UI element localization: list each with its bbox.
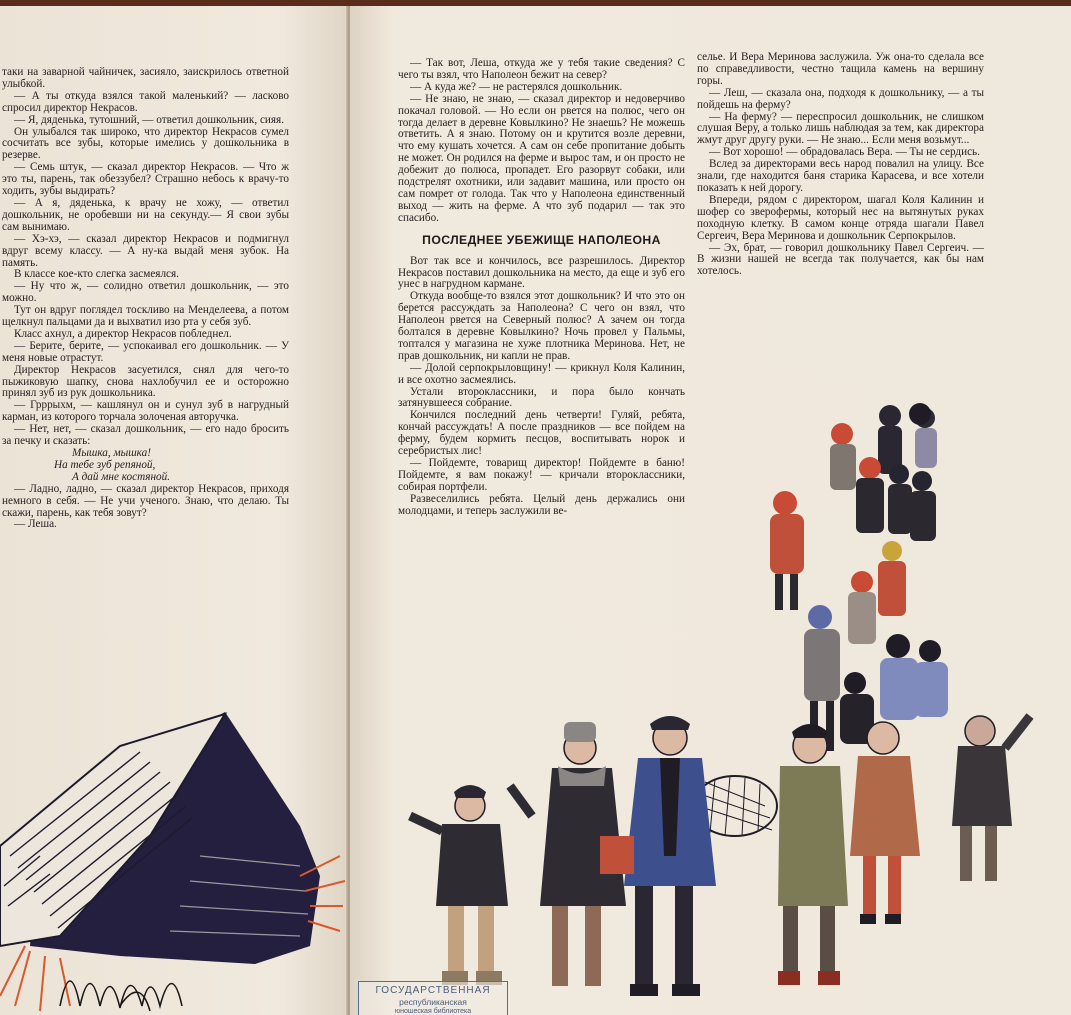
paragraph: — Гррpыхм, — кашлянул он и сунул зуб в нагрудный карман, из которого торчала золоченая авторучка.	[2, 399, 289, 424]
paragraph: — Нет, нет, — сказал дошкольник, — его надо бросить за печку и сказать:	[2, 423, 289, 448]
paragraph: Развеселились ребята. Целый день держались они молодцами, и теперь заслужили ве-	[398, 492, 685, 517]
paragraph: Впереди, рядом с директором, шагал Коля Калинин и шофер со зверофермы, который нес на вытянутых руках походную клетку. В самом конце отряда шагали Павел Сергеич, Вера Меринова и дошкольник Серпокрылов.	[697, 193, 984, 242]
paragraph: таки на заварной чайничек, засияло, заискрилось ответной улыбкой.	[2, 66, 289, 90]
stamp-line-3: юношеская библиотека	[394, 1008, 472, 1015]
paragraph: Вслед за директорами весь народ повалил на улицу. Все знали, где находится баня старика Карасева, и все хотели показать к ней дорогу.	[697, 158, 984, 194]
right-page	[350, 6, 1071, 1015]
left-page	[0, 6, 348, 1015]
paragraph: Вот так все и кончилось, все разрешилось. Директор Некрасов поставил дошкольника на место, да еще и зуб его унес в нагрудном кармане.	[398, 254, 685, 291]
paragraph: Он улыбался так широко, что директор Некрасов сумел сосчитать все зубы, которые имелись у дошкольника в резерве.	[2, 125, 289, 162]
paragraph: Класс ахнул, а директор Некрасов побледнел.	[14, 327, 232, 340]
paragraph: селье. И Вера Меринова заслужила. Уж она-то сделала все по справедливости, честно тащила камень на вершину горы.	[697, 51, 984, 87]
paragraph: В классе кое-кто слегка засмеялся.	[14, 268, 179, 281]
walking-crowd-illustration	[380, 386, 1071, 1015]
paragraph: — Эх, брат, — говорил дошкольнику Павел Сергеич. — В жизни нашей не всегда так получается, как бы нам хотелось.	[697, 241, 984, 278]
book-spread	[0, 6, 1071, 1015]
paragraph: — Долой серпокрыловщину! — крикнул Коля Калинин, и все охотно засмеялись.	[398, 361, 685, 386]
paragraph: — Берите, берите, — успокаивал его дошкольник. — У меня новые отрастут.	[2, 339, 289, 364]
paragraph: Кончился последний день четверти! Гуляй, ребята, кончай рассуждать! А после праздников — все пойдем на ферму, будем кормить песцов, воспитывать норок и серебристых лис!	[398, 409, 685, 458]
paragraph: — Вот хорошо! — обрадовалась Вера. — Ты не сердись.	[709, 146, 980, 159]
library-stamp	[358, 981, 508, 1015]
left-text-column	[2, 67, 289, 531]
paragraph: — Так вот, Леша, откуда же у тебя такие сведения? С чего ты взял, что Наполеон бежит на север?	[398, 57, 685, 81]
paragraph: — А я, дяденька, к врачу не хожу, — ответил дошкольник, не оробевши ни на секунду.— Я свои зубы сам вынимаю.	[2, 196, 289, 233]
paragraph: Тут он вдруг поглядел тоскливо на Менделеева, а потом щелкнул пальцами да и выхватил изо рта у себя зуб.	[2, 304, 289, 329]
right-text-column	[697, 52, 984, 278]
stamp-line-1: ГОСУДАРСТВЕННАЯ	[375, 985, 491, 996]
paragraph: Директор Некрасов засуетился, снял для чего-то пыжиковую шапку, снова нахлобучил ее и осторожно принял зуб из рук дошкольника.	[2, 363, 289, 400]
chapter-heading: ПОСЛЕДНЕЕ УБЕЖИЩЕ НАПОЛЕОНА	[422, 232, 661, 247]
paragraph: — Я, дяденька, тутошний, — ответил дошкольник, сияя.	[14, 113, 284, 126]
paragraph: — Семь штук, — сказал директор Некрасов. — Что ж это ты, парень, так обеззубел? Страшно небось к врачу-то ходить, зубы выдирать?	[2, 161, 289, 198]
paragraph: — Пойдемте, товарищ директор! Пойдемте в баню! Пойдемте, я вам покажу! — кричали второклассники, собирая портфели.	[398, 457, 685, 493]
paragraph: — Ну что ж, — солидно ответил дошкольник, — это можно.	[2, 280, 289, 305]
paragraph: — Ладно, ладно, — сказал директор Некрасов, приходя немного в себя. — Не учи ученого. Знаю, что делаю. Ты скажи, парень, как тебя зовут?	[2, 482, 289, 519]
paragraph: Откуда вообще-то взялся этот дошкольник? И что это он берется рассуждать за Наполеона? С чего он взял, что Наполеон рвется на Северный полюс? А зачем он тогда болтался в деревне Ковылкино? Ночь провел у Пальмы, топтался у магазина не хуже плотника Меринова. Нет, не прав дошкольник, ни капли не прав.	[398, 290, 685, 362]
verse-line: А дай мне костяной.	[72, 470, 171, 483]
paragraph: — На ферму? — переспросил дошкольник, не слишком слушая Веру, а только лишь наблюдая за тем, как директора жмут друг другу руки. — Не знаю... Если меня возьмут...	[697, 110, 984, 147]
paragraph: — Не знаю, не знаю, — сказал директор и недоверчиво покачал головой. — Но если он рвется на полюс, чего он тогда делает в деревне Ковылкино? Не знаешь? Не можешь ответить. А я знаю. Потому он и крутится возле деревни, что ему кушать хочется. А сам он себе пропитание добыть не может. Он родился на ферме и вырос там, и он просто не добежит до полюса, пропадет. Его разорвут собаки, или подстрелят охотники, или задавит машина, или просто он сам помрет от голода. Так что у Наполеона единственный выход — жить на ферме. А что зуб подарил — так это спасибо.	[398, 92, 685, 224]
stamp-line-2: республиканская	[399, 997, 467, 1007]
verse-line: На тебе зуб репяной,	[54, 458, 156, 471]
paragraph: Устали второклассники, и пора было кончать затянувшееся собрание.	[398, 385, 685, 410]
verse-line: Мышка, мышка!	[72, 447, 151, 459]
paragraph: — А ты откуда взялся такой маленький? — ласково спросил директор Некрасов.	[2, 89, 289, 114]
bathhouse-illustration	[0, 706, 348, 1015]
paragraph: — Леша.	[14, 518, 57, 531]
paragraph: — Хэ-хэ, — сказал директор Некрасов и подмигнул вдруг всему классу. — А ну-ка выдай меня зубок. На память.	[2, 232, 289, 269]
paragraph: — Леш, — сказала она, подходя к дошкольнику, — а ты пойдешь на ферму?	[697, 86, 984, 111]
paragraph: — А куда же? — не растерялся дошкольник.	[410, 80, 623, 93]
